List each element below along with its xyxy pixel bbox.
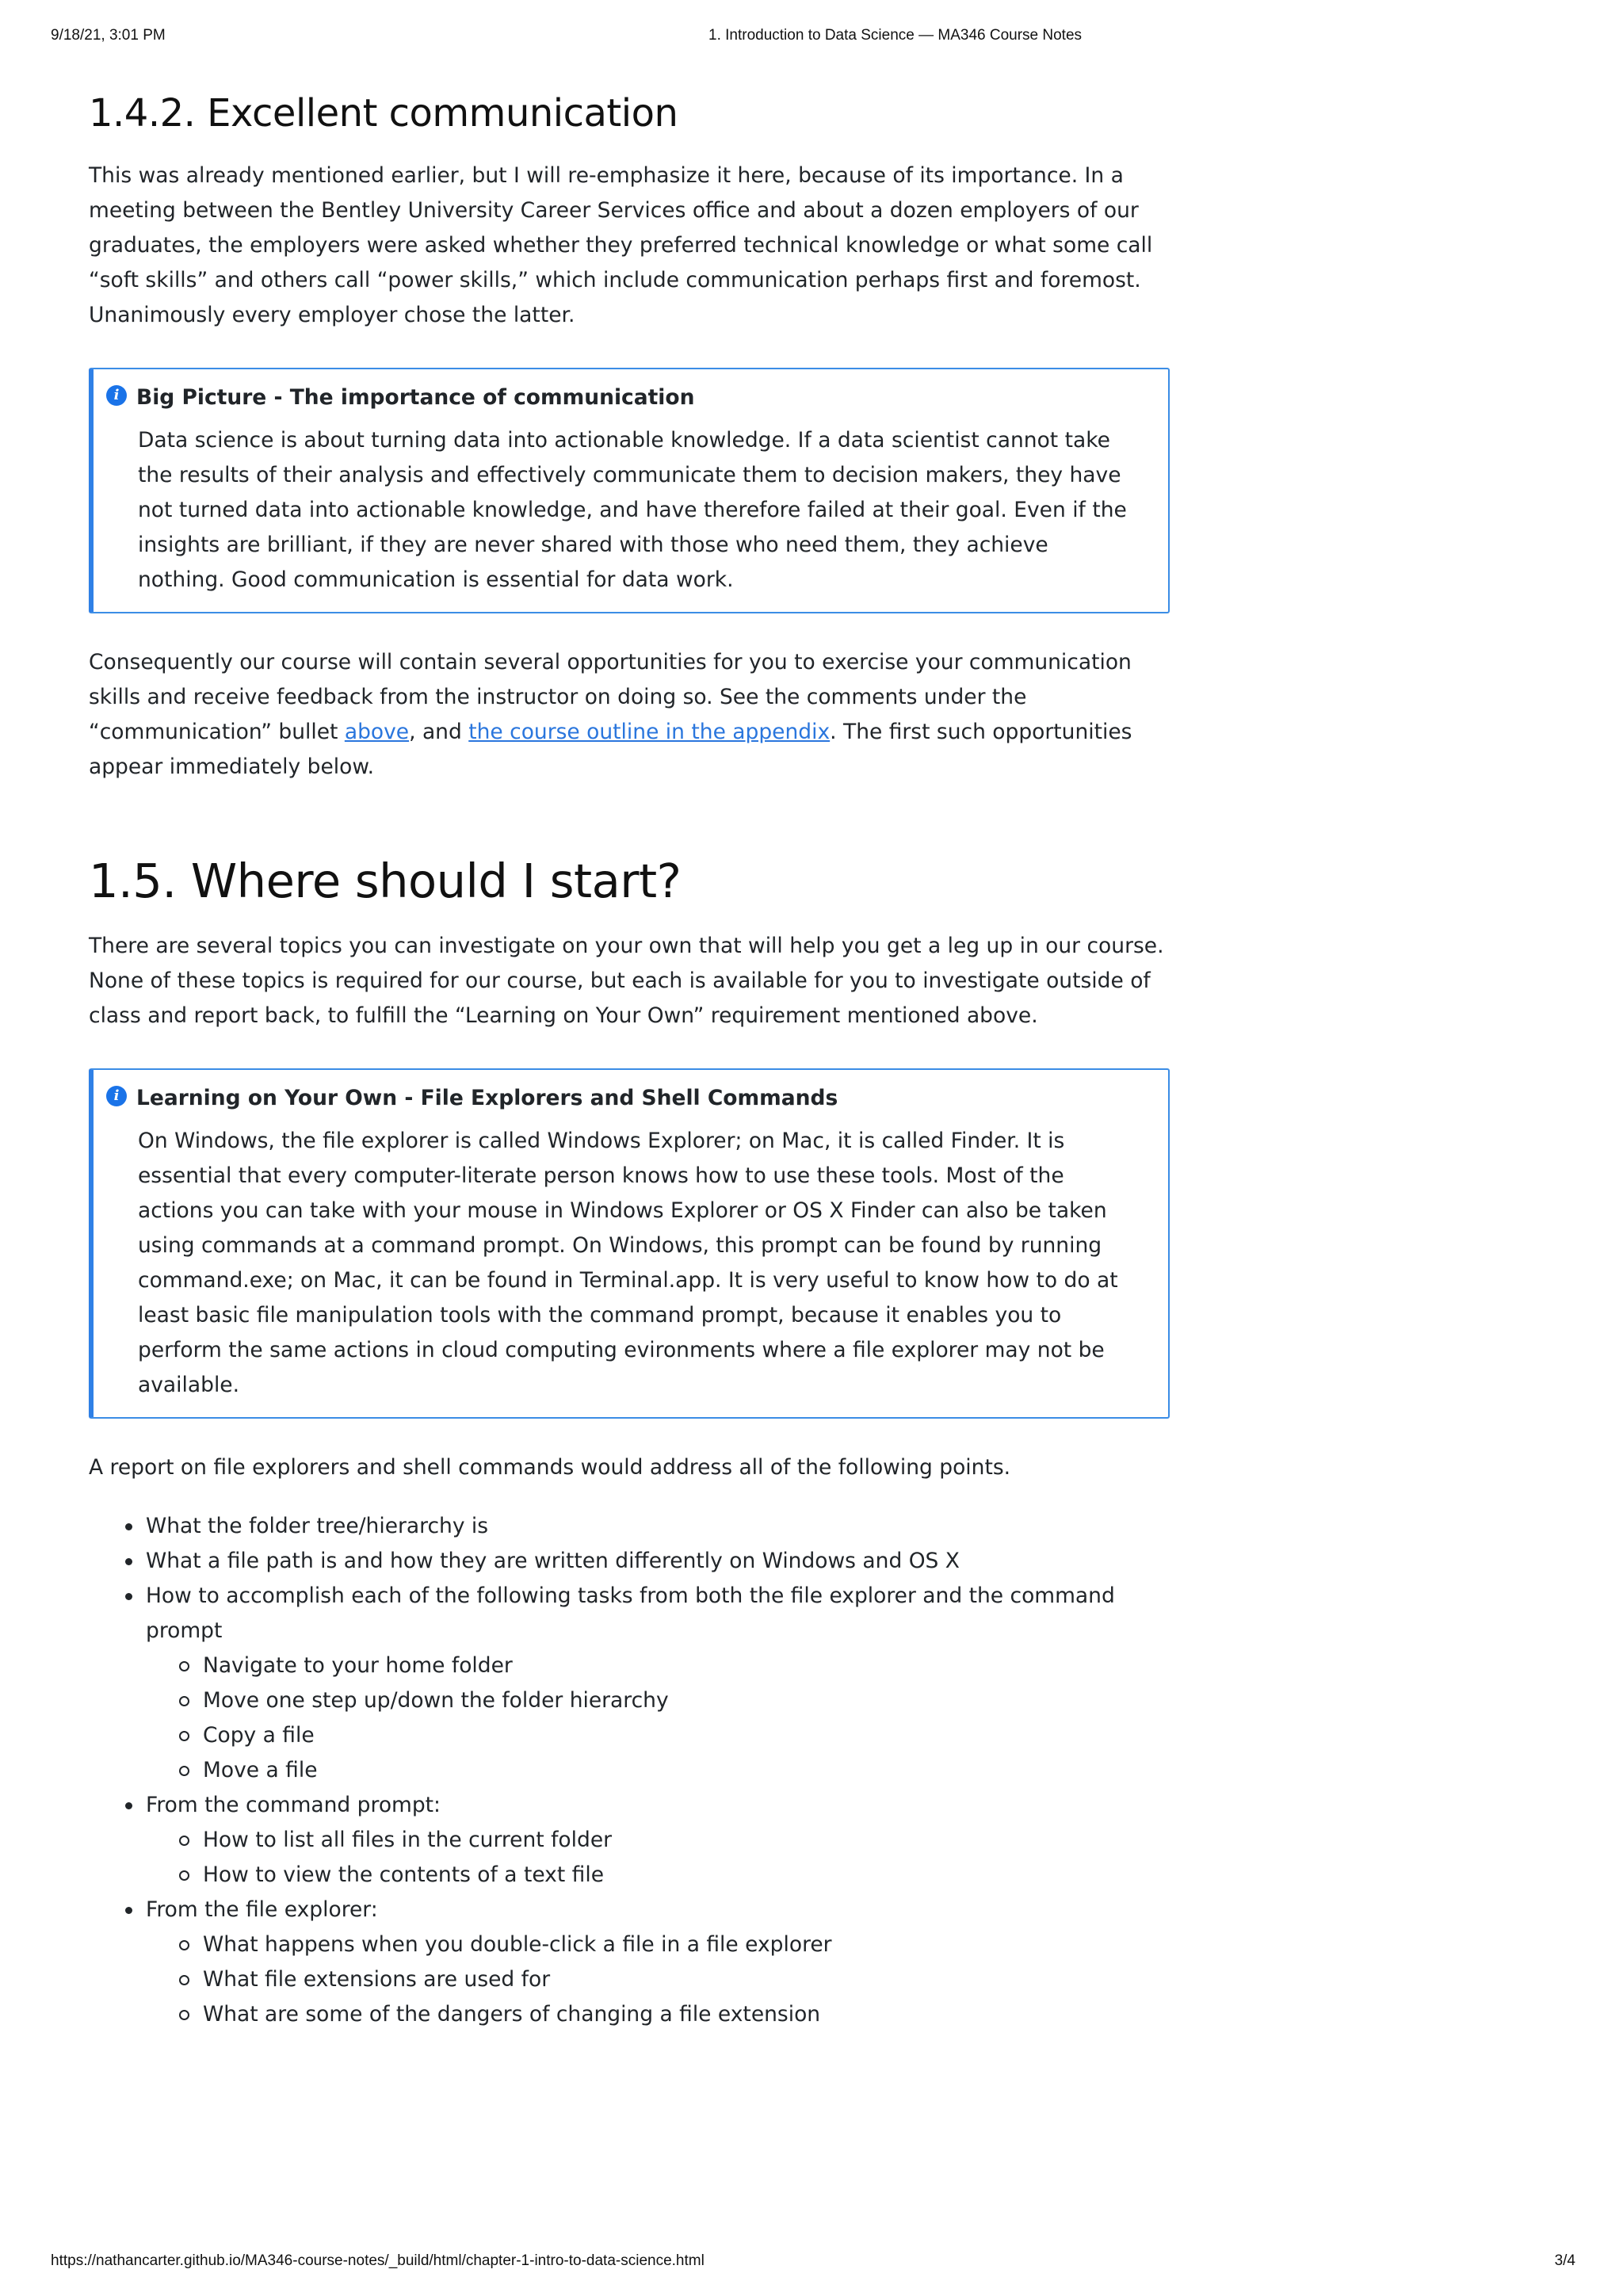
- circle-bullet-icon: [179, 1870, 189, 1881]
- communication-paragraph: This was already mentioned earlier, but I will re-emphasize it here, because of its importance. In a meeting between the Bentley University Career Services office and about a dozen employers of our graduates, the employers were asked whether they preferred technical knowledge or what some call “soft skills” and others call “power skills,” which include communication perhaps first and foremost. Unanimously every employer chose the latter.: [89, 163, 1153, 327]
- where-to-start-paragraph: There are several topics you can investigate on your own that will help you get a leg up in our course. None of these topics is required for our course, but each is available for you to investigate outside of class and report back, to fulfill the “Learning on Your Own” requirement mentioned above.: [89, 934, 1164, 1028]
- bullet-icon: [125, 1523, 132, 1530]
- list-item: [89, 1544, 1170, 1579]
- consequently-text: Consequently our course will contain several opportunities for you to exercise your communication skills and receive feedback from the instructor on doing so. See the comments under the “communication” bullet: [89, 650, 1132, 744]
- section-heading-where-to-start: 1.5. Where should I start?: [89, 854, 682, 908]
- admonition-body: On Windows, the file explorer is called Windows Explorer; on Mac, it is called Finder. It is essential that every computer-literate person knows how to use these tools. Most of the actions you can take with your mouse in Windows Explorer or OS X Finder can also be taken using commands at a command prompt. On Windows, this prompt can be found by running command.exe; on Mac, it can be found in Terminal.app. It is very useful to know how to do at least basic file manipulation tools with the command prompt, because it enables you to perform the same actions in cloud computing evironments where a file explorer may not be available.: [138, 1129, 1118, 1397]
- main-content: [89, 86, 1170, 2032]
- sub-list-item: [146, 1962, 1170, 1997]
- sub-list-item-text: How to list all files in the current folder: [203, 1828, 613, 1852]
- info-icon: i: [106, 385, 127, 406]
- circle-bullet-icon: [179, 1731, 189, 1741]
- list-item: [89, 1579, 1170, 1788]
- bullet-icon: [125, 1593, 132, 1600]
- sub-list: [146, 1648, 1170, 1788]
- sub-list-item-text: Move one step up/down the folder hierarchy: [203, 1688, 669, 1713]
- sub-list-item: [146, 1718, 1170, 1753]
- admonition-body: Data science is about turning data into actionable knowledge. If a data scientist cannot take the results of their analysis and effectively communicate them to decision makers, they have not turned data into actionable knowledge, and have therefore failed at their goal. Even if the insights are brilliant, if they are never shared with those who need them, they achieve nothing. Good communication is essential for data work.: [138, 428, 1127, 592]
- admonition-title: Big Picture - The importance of communication: [136, 385, 695, 410]
- print-header: [0, 27, 1623, 51]
- print-page-title: 1. Introduction to Data Science — MA346 Course Notes: [708, 27, 1083, 44]
- sub-list: [146, 1823, 1170, 1893]
- list-item: [89, 1893, 1170, 2032]
- list-item-text: From the command prompt:: [146, 1793, 441, 1817]
- list-item-text: How to accomplish each of the following tasks from both the file explorer and the command prompt: [146, 1584, 1115, 1643]
- sub-list-item: [146, 1927, 1170, 1962]
- consequently-text-3: . The first such opportunities appear immediately below.: [89, 720, 1132, 779]
- sub-list-item: [146, 1997, 1170, 2032]
- sub-list-item: [146, 1858, 1170, 1893]
- link-above[interactable]: above: [344, 720, 410, 744]
- print-footer: [0, 2252, 1623, 2276]
- info-icon: i: [106, 1086, 127, 1106]
- list-item: [89, 1509, 1170, 1544]
- sub-list-item: [146, 1753, 1170, 1788]
- sub-list-item: [146, 1683, 1170, 1718]
- circle-bullet-icon: [179, 1766, 189, 1776]
- sub-list-item-text: Copy a file: [203, 1723, 315, 1748]
- circle-bullet-icon: [179, 1836, 189, 1846]
- list-item: [89, 1788, 1170, 1893]
- print-datetime: 9/18/21, 3:01 PM: [51, 27, 166, 44]
- big-picture-admonition: [89, 368, 1170, 613]
- sub-list-item-text: What file extensions are used for: [203, 1967, 551, 1992]
- sub-list-item-text: What are some of the dangers of changing a file extension: [203, 2002, 821, 2027]
- circle-bullet-icon: [179, 1940, 189, 1950]
- circle-bullet-icon: [179, 2010, 189, 2020]
- circle-bullet-icon: [179, 1975, 189, 1985]
- sub-list-item: [146, 1648, 1170, 1683]
- circle-bullet-icon: [179, 1696, 189, 1706]
- sub-list-item-text: Navigate to your home folder: [203, 1653, 513, 1678]
- bullet-icon: [125, 1558, 132, 1565]
- sub-list-item-text: Move a file: [203, 1758, 318, 1782]
- learning-on-your-own-admonition: [89, 1068, 1170, 1419]
- list-item-text: What the folder tree/hierarchy is: [146, 1514, 489, 1538]
- report-intro: A report on file explorers and shell commands would address all of the following points.: [89, 1455, 1011, 1480]
- section-heading-excellent-communication: 1.4.2. Excellent communication: [89, 91, 678, 136]
- sub-list-item: [146, 1823, 1170, 1858]
- sub-list: [146, 1927, 1170, 2032]
- circle-bullet-icon: [179, 1661, 189, 1671]
- print-page-number: 3/4: [1554, 2252, 1575, 2269]
- list-item-text: From the file explorer:: [146, 1897, 378, 1922]
- sub-list-item-text: What happens when you double-click a file in a file explorer: [203, 1932, 832, 1957]
- sub-list-item-text: How to view the contents of a text file: [203, 1862, 605, 1887]
- link-course-outline[interactable]: the course outline in the appendix: [468, 720, 831, 744]
- bullet-icon: [125, 1802, 132, 1809]
- consequently-text-2: , and: [409, 720, 469, 744]
- report-points-list: [89, 1509, 1170, 2032]
- list-item-text: What a file path is and how they are written differently on Windows and OS X: [146, 1549, 960, 1573]
- admonition-title: Learning on Your Own - File Explorers and Shell Commands: [136, 1086, 838, 1110]
- consequently-paragraph: [89, 645, 1170, 785]
- bullet-icon: [125, 1907, 132, 1914]
- print-url: https://nathancarter.github.io/MA346-course-notes/_build/html/chapter-1-intro-to-data-science.html: [51, 2252, 705, 2269]
